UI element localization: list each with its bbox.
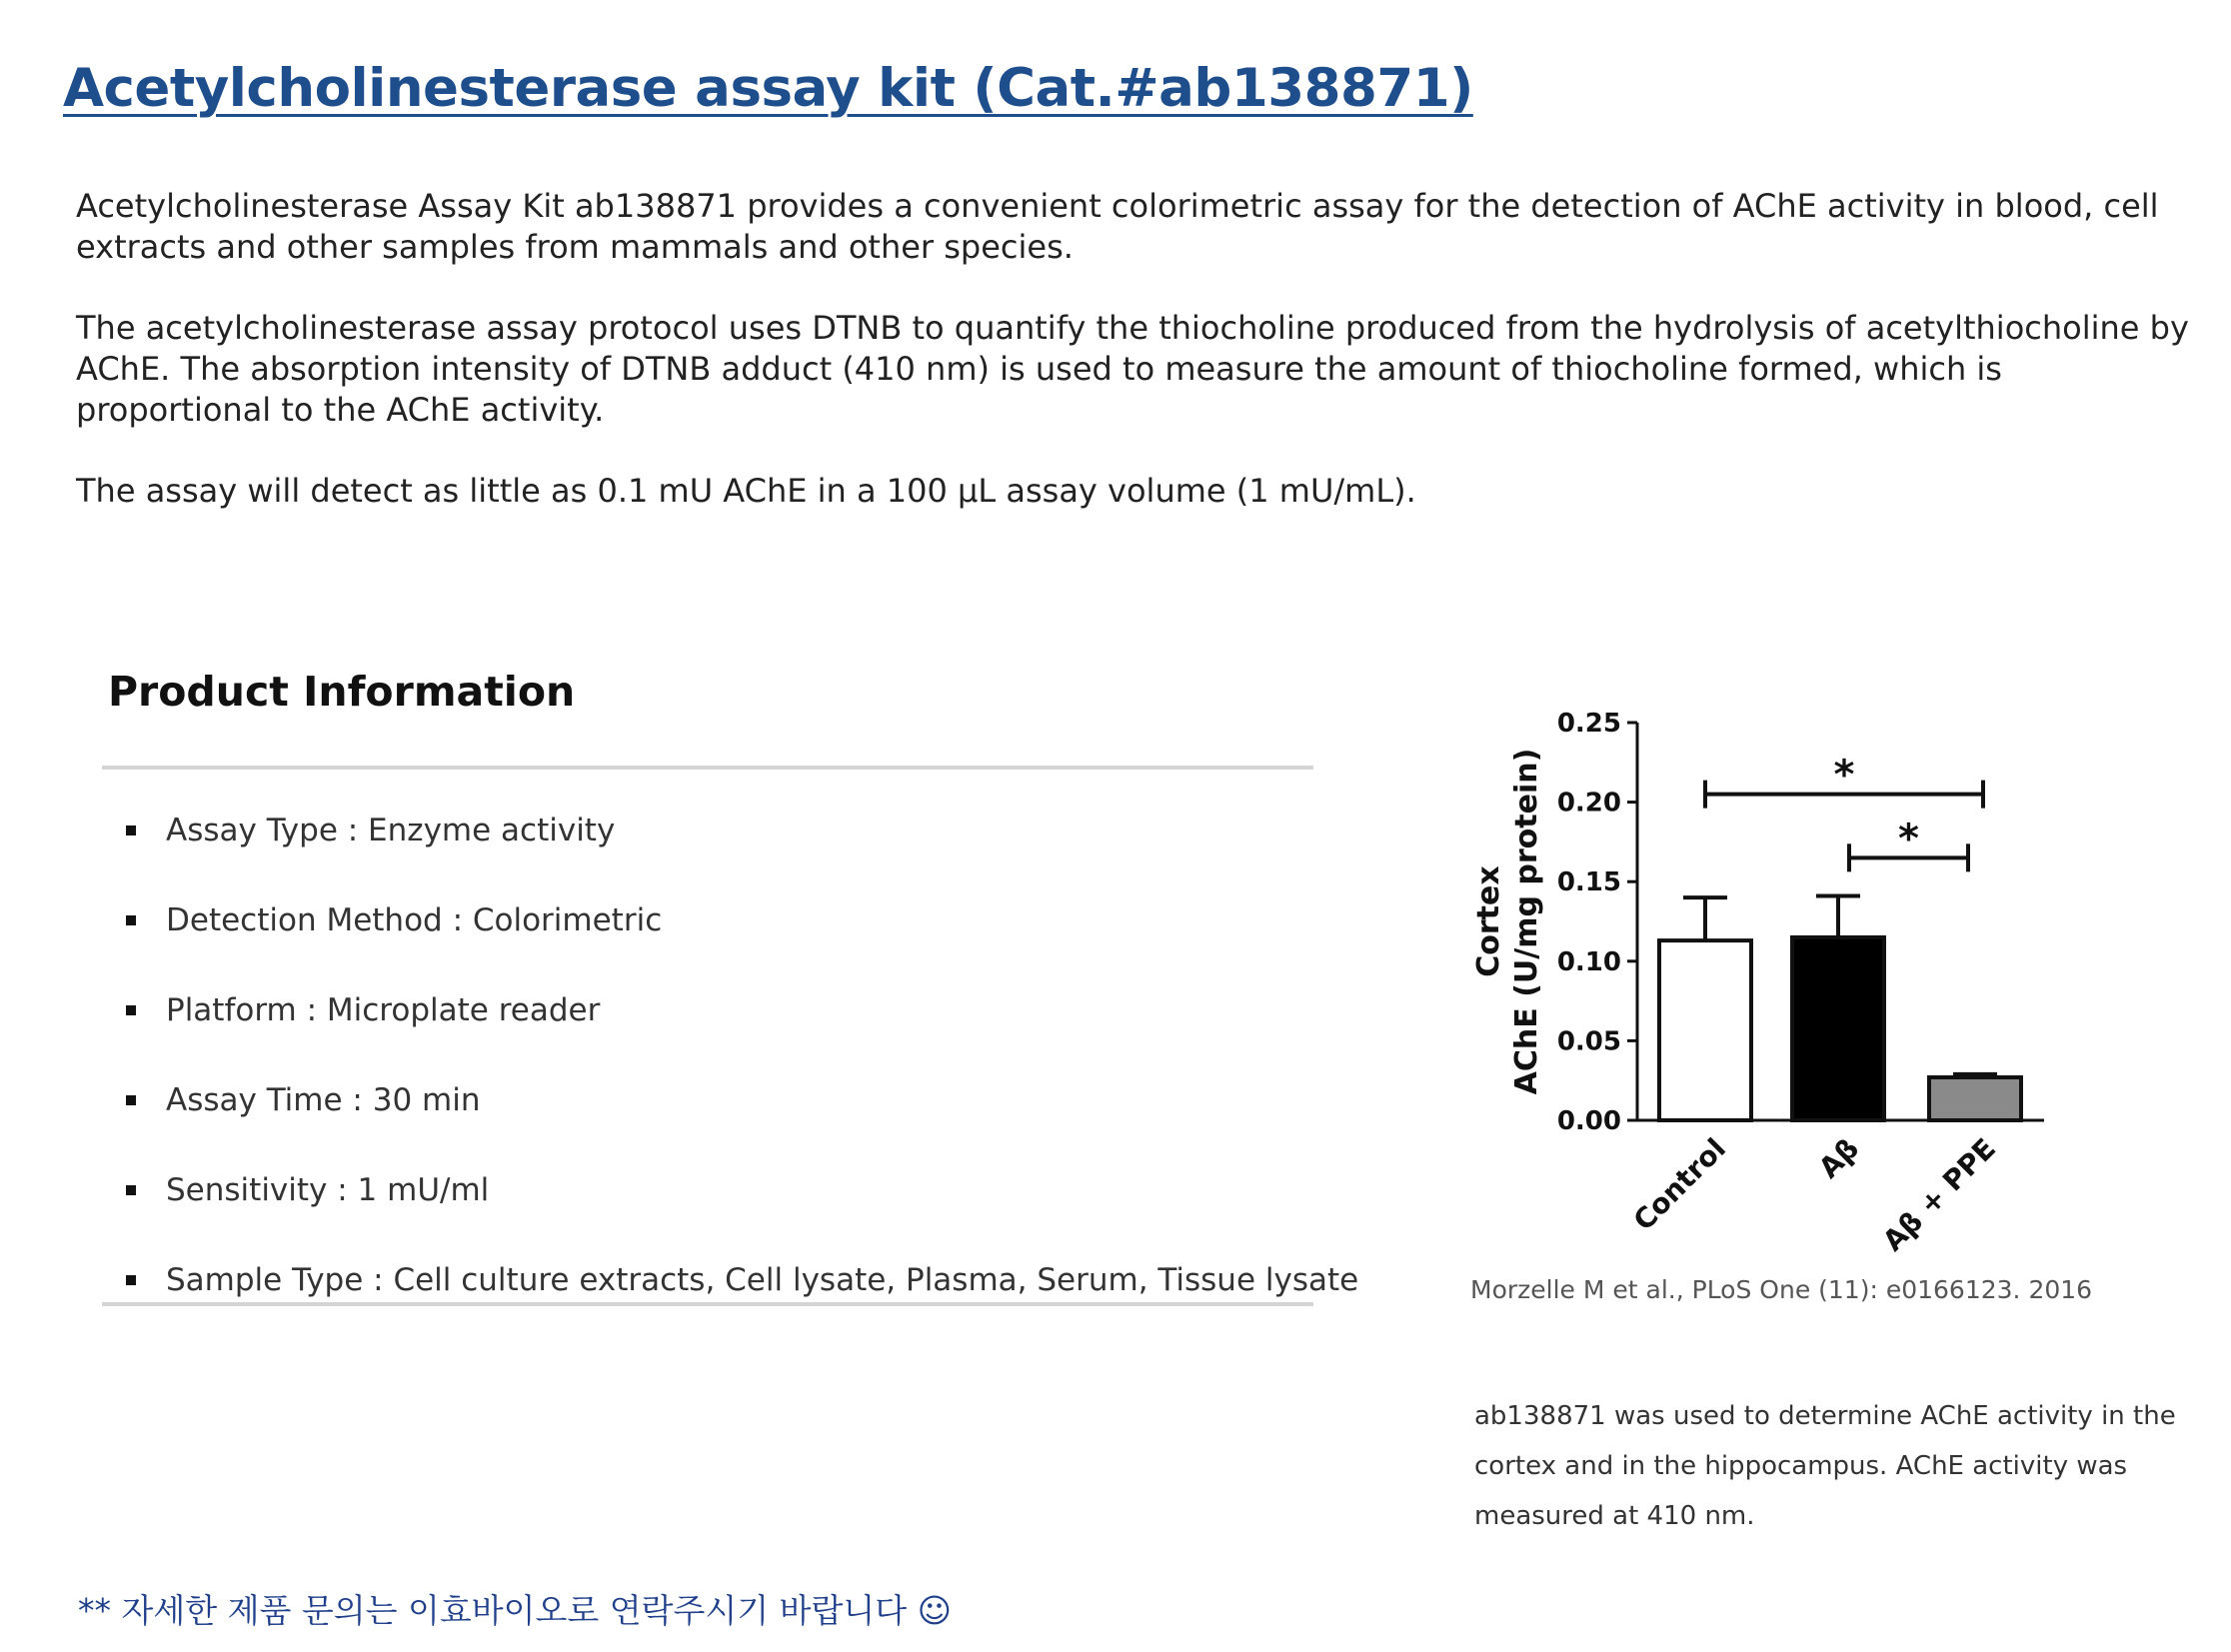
spec-text: Assay Type : Enzyme activity [166, 813, 616, 848]
y-tick-label: 0.20 [1556, 788, 1621, 819]
product-info-list [126, 786, 1358, 1325]
list-item [126, 965, 1358, 1055]
significance-label: * [1898, 816, 1919, 862]
list-item [126, 1235, 1358, 1325]
bullet-icon [126, 1005, 136, 1015]
page-title: Acetylcholinesterase assay kit (Cat.#ab138871) [63, 58, 1473, 119]
ache-bar-chart [1454, 700, 2174, 1319]
list-item [126, 875, 1358, 965]
y-tick-label: 0.25 [1556, 709, 1621, 739]
spec-text: Sensitivity : 1 mU/ml [166, 1172, 490, 1208]
list-item [126, 1055, 1358, 1145]
list-item [126, 1145, 1358, 1235]
x-tick-label: Aβ + PPE [1876, 1131, 2002, 1258]
intro-paragraph: The assay will detect as little as 0.1 mU AChE in a 100 µL assay volume (1 mU/mL). [76, 472, 1416, 510]
bar [1929, 1077, 2021, 1120]
divider [102, 766, 1313, 770]
figure-caption: ab138871 was used to determine AChE activity in the cortex and in the hippocampus. AChE activity was measured at 410 nm. [1474, 1401, 2176, 1531]
divider [102, 1302, 1313, 1306]
intro-section [76, 186, 2205, 552]
y-tick-label: 0.15 [1556, 867, 1621, 898]
significance-label: * [1833, 752, 1855, 799]
y-tick-label: 0.10 [1556, 946, 1621, 977]
spec-text: Detection Method : Colorimetric [166, 902, 663, 938]
bullet-icon [126, 1275, 136, 1285]
y-tick-label: 0.05 [1556, 1026, 1621, 1057]
spec-text: Assay Time : 30 min [166, 1082, 481, 1118]
x-tick-label: Control [1626, 1131, 1732, 1237]
figure-citation: Morzelle M et al., PLoS One (11): e0166123. 2016 [1470, 1275, 2093, 1304]
list-item [126, 786, 1358, 875]
contact-note: ** 자세한 제품 문의는 이효바이오로 연락주시기 바랍니다 ☺ [78, 1591, 953, 1630]
intro-paragraph: The acetylcholinesterase assay protocol uses DTNB to quantify the thiocholine produced from the hydrolysis of acetylthiocholine by AChE. The absorption intensity of DTNB adduct (410 nm) is used to measure the amount of thiocholine formed, which is proportional to the AChE activity. [76, 309, 2189, 429]
intro-paragraph: Acetylcholinesterase Assay Kit ab138871 provides a convenient colorimetric assay for the detection of AChE activity in blood, cell extracts and other samples from mammals and other species. [76, 187, 2159, 266]
bullet-icon [126, 826, 136, 835]
bar [1659, 940, 1751, 1120]
bullet-icon [126, 1185, 136, 1195]
x-tick-label: Aβ [1812, 1131, 1865, 1185]
spec-text: Sample Type : Cell culture extracts, Cell lysate, Plasma, Serum, Tissue lysate [166, 1262, 1359, 1298]
y-tick-label: 0.00 [1556, 1106, 1621, 1136]
spec-text: Platform : Microplate reader [166, 992, 601, 1028]
y-axis-title: Cortex [1471, 865, 1506, 977]
bullet-icon [126, 1095, 136, 1105]
bar [1792, 937, 1884, 1120]
y-axis-title: AChE (U/mg protein) [1509, 748, 1544, 1095]
bullet-icon [126, 915, 136, 925]
product-info-title: Product Information [108, 668, 576, 716]
